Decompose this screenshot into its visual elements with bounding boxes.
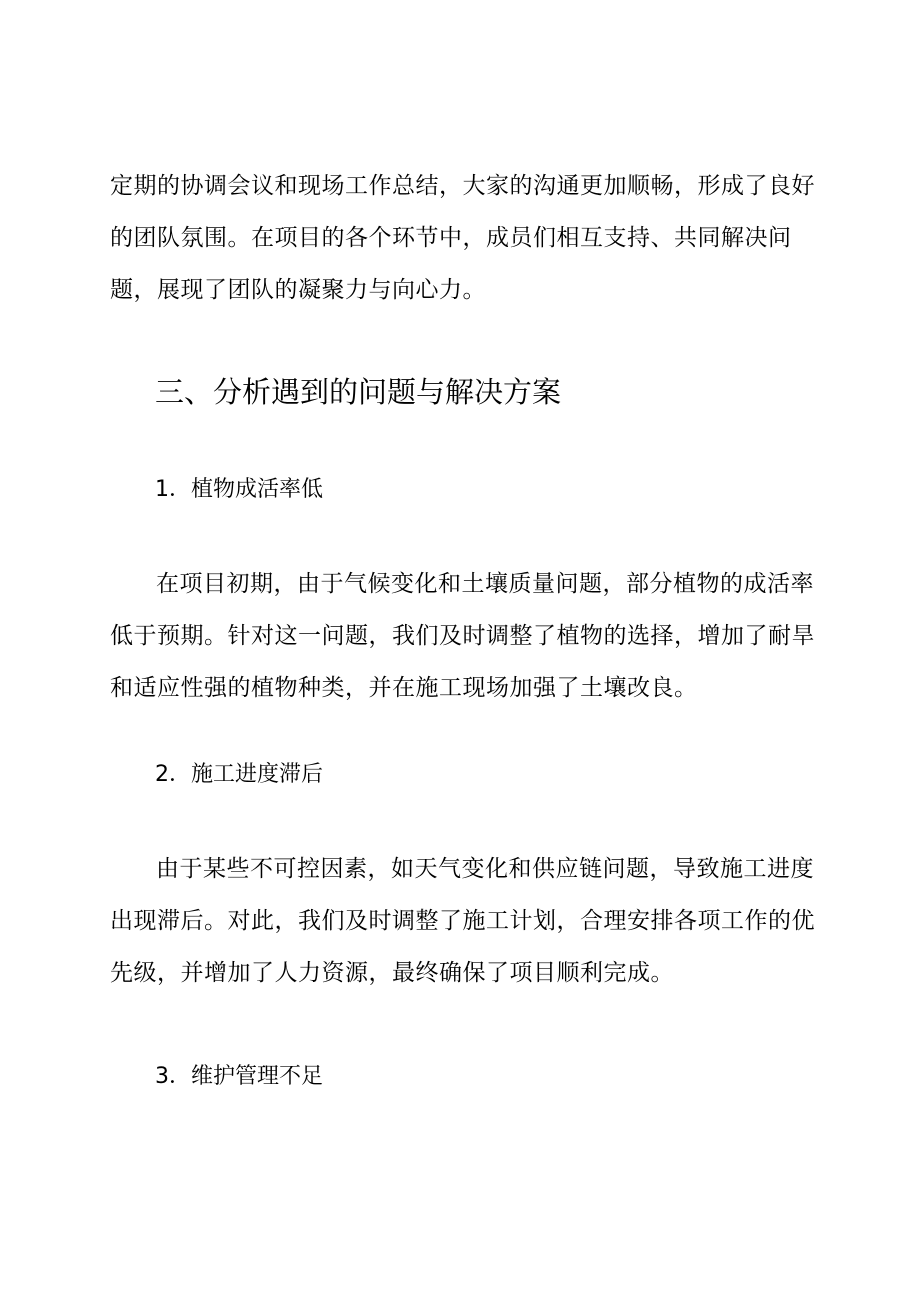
item-heading-1: 1．植物成活率低 — [155, 477, 323, 502]
item-body-1: 在项目初期，由于气候变化和土壤质量问题，部分植物的成活率低于预期。针对这一问题，我们及时调整了植物的选择，增加了耐旱和适应性强的植物种类，并在施工现场加强了土壤改良。 — [110, 571, 815, 701]
section-title: 三、分析遇到的问题与解决方案 — [155, 375, 562, 409]
item-heading-2: 2．施工进度滞后 — [155, 762, 323, 787]
intro-paragraph: 定期的协调会议和现场工作总结，大家的沟通更加顺畅，形成了良好的团队氛围。在项目的各个环节中，成员们相互支持、共同解决问题，展现了团队的凝聚力与向心力。 — [110, 173, 815, 303]
item-heading-3: 3．维护管理不足 — [155, 1064, 323, 1089]
item-body-2: 由于某些不可控因素，如天气变化和供应链问题，导致施工进度出现滞后。对此，我们及时调整了施工计划，合理安排各项工作的优先级，并增加了人力资源，最终确保了项目顺利完成。 — [110, 856, 815, 986]
